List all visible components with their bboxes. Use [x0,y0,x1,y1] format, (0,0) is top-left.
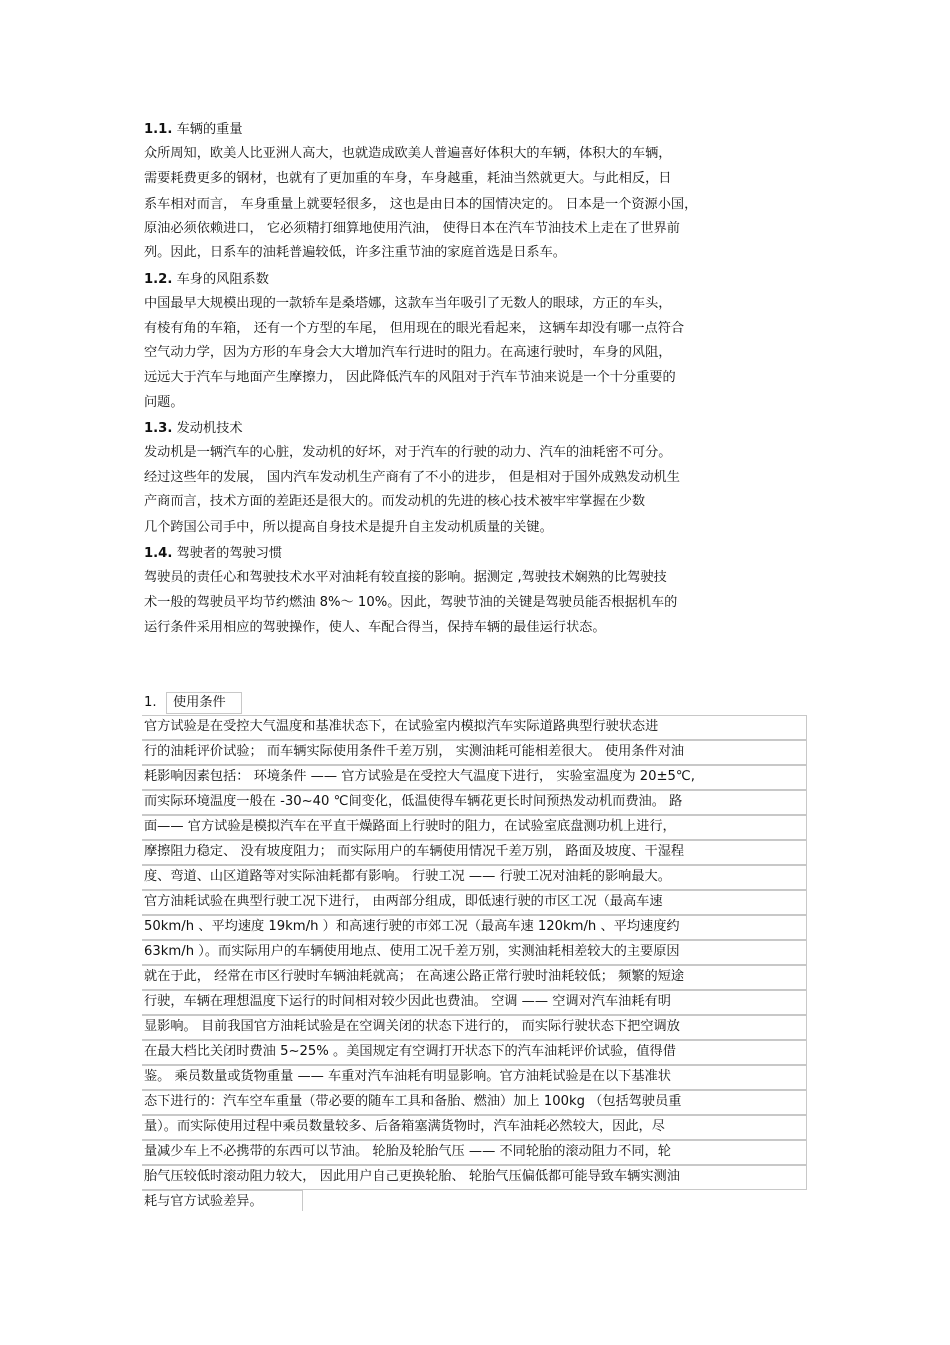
paragraph-line: 列。因此，日系车的油耗普遍较低，许多注重节油的家庭首选是日系车。 [144,245,566,260]
boxed-line: 摩擦阻力稳定、 没有坡度阻力； 而实际用户的车辆使用情况千差万别， 路面及坡度、干湿程 [142,840,807,865]
paragraph-line: 产商而言，技术方面的差距还是很大的。而发动机的先进的核心技术被牢牢掌握在少数 [144,494,646,509]
boxed-line: 耗影响因素包括： 环境条件 —— 官方试验是在受控大气温度下进行， 实验室温度为 20±5℃, [142,765,807,790]
boxed-line: 就在于此， 经常在市区行驶时车辆油耗就高； 在高速公路正常行驶时油耗较低； 频繁的短途 [142,965,807,990]
heading-title: 车身的风阻系数 [176,272,269,287]
section-title-box [166,692,242,714]
heading-1-2 [144,272,269,288]
paragraph-line: 远远大于汽车与地面产生摩擦力， 因此降低汽车的风阻对于汽车节油来说是一个十分重要的 [144,370,676,385]
heading-1-1 [144,122,243,138]
paragraph-line: 几个跨国公司手中，所以提高自身技术是提升自主发动机质量的关键。 [144,520,553,535]
boxed-line: 态下进行的：汽车空车重量（带必要的随车工具和备胎、燃油）加上 100kg （包括驾驶员重 [142,1090,807,1115]
boxed-line: 官方油耗试验在典型行驶工况下进行， 由两部分组成，即低速行驶的市区工况（最高车速 [142,890,807,915]
boxed-line: 63km/h ）。而实际用户的车辆使用地点、使用工况千差万别，实测油耗相差较大的主要原因 [142,940,807,965]
heading-title: 发动机技术 [176,421,243,436]
heading-title: 车辆的重量 [176,122,243,137]
paragraph-line: 空气动力学，因为方形的车身会大大增加汽车行进时的阻力。在高速行驶时，车身的风阻， [144,345,672,360]
heading-number: 1.3. [144,421,173,436]
paragraph-line: 经过这些年的发展， 国内汽车发动机生产商有了不小的进步， 但是相对于国外成熟发动机生 [144,470,680,485]
section-title: 使用条件 [173,695,226,710]
heading-1-3 [144,421,243,437]
boxed-line: 在最大档比关闭时费油 5~25% 。美国规定有空调打开状态下的汽车油耗评价试验，值得借 [142,1040,807,1065]
paragraph-line: 术一般的驾驶员平均节约燃油 8%～ 10%。因此，驾驶节油的关键是驾驶员能否根据机车的 [144,595,678,610]
boxed-line: 行驶，车辆在理想温度下运行的时间相对较少因此也费油。 空调 —— 空调对汽车油耗有明 [142,990,807,1015]
paragraph-line: 众所周知，欧美人比亚洲人高大，也就造成欧美人普遍喜好体积大的车辆，体积大的车辆， [144,146,672,161]
paragraph-line: 系车相对而言， 车身重量上就要轻很多， 这也是由日本的国情决定的。 日本是一个资源小国， [144,197,698,212]
boxed-line: 度、弯道、山区道路等对实际油耗都有影响。 行驶工况 —— 行驶工况对油耗的影响最大。 [142,865,807,890]
heading-number: 1.1. [144,122,173,137]
boxed-line: 耗与官方试验差异。 [142,1190,303,1211]
boxed-line: 显影响。 目前我国官方油耗试验是在空调关闭的状态下进行的， 而实际行驶状态下把空调放 [142,1015,807,1040]
boxed-line: 鉴。 乘员数量或货物重量 —— 车重对汽车油耗有明显影响。官方油耗试验是在以下基准状 [142,1065,807,1090]
paragraph-line: 需要耗费更多的钢材，也就有了更加重的车身，车身越重，耗油当然就更大。与此相反，日 [144,171,672,186]
boxed-line: 胎气压较低时滚动阻力较大， 因此用户自己更换轮胎、 轮胎气压偏低都可能导致车辆实测油 [142,1165,807,1190]
section-number: 1. [144,695,157,710]
heading-title: 驾驶者的驾驶习惯 [176,546,283,561]
boxed-line: 行的油耗评价试验； 而车辆实际使用条件千差万别， 实测油耗可能相差很大。 使用条件对油 [142,740,807,765]
boxed-line: 量减少车上不必携带的东西可以节油。 轮胎及轮胎气压 —— 不同轮胎的滚动阻力不同，轮 [142,1140,807,1165]
boxed-line: 官方试验是在受控大气温度和基准状态下，在试验室内模拟汽车实际道路典型行驶状态进 [142,715,807,740]
boxed-line: 量）。而实际使用过程中乘员数量较多、后备箱塞满货物时，汽车油耗必然较大，因此，尽 [142,1115,807,1140]
paragraph-line: 问题。 [144,395,184,410]
paragraph-line: 驾驶员的责任心和驾驶技术水平对油耗有较直接的影响。据测定 ,驾驶技术娴熟的比驾驶技 [144,570,667,585]
paragraph-line: 中国最早大规模出现的一款轿车是桑塔娜，这款车当年吸引了无数人的眼球，方正的车头， [144,296,672,311]
heading-1-4 [144,546,282,562]
paragraph-line: 有棱有角的车箱， 还有一个方型的车尾， 但用现在的眼光看起来， 这辆车却没有哪一点符合 [144,321,685,336]
boxed-line: 面—— 官方试验是模拟汽车在平直干燥路面上行驶时的阻力，在试验室底盘测功机上进行， [142,815,807,840]
boxed-line: 50km/h 、平均速度 19km/h ）和高速行驶的市郊工况（最高车速 120km/h 、平均速度约 [142,915,807,940]
paragraph-line: 发动机是一辆汽车的心脏，发动机的好坏，对于汽车的行驶的动力、汽车的油耗密不可分。 [144,445,672,460]
boxed-line: 而实际环境温度一般在 -30~40 ℃间变化，低温使得车辆花更长时间预热发动机而费油。 路 [142,790,807,815]
heading-number: 1.2. [144,272,173,287]
paragraph-line: 原油必须依赖进口， 它必须精打细算地使用汽油， 使得日本在汽车节油技术上走在了世界前 [144,221,680,236]
heading-number: 1.4. [144,546,173,561]
paragraph-line: 运行条件采用相应的驾驶操作，使人、车配合得当，保持车辆的最佳运行状态。 [144,620,606,635]
